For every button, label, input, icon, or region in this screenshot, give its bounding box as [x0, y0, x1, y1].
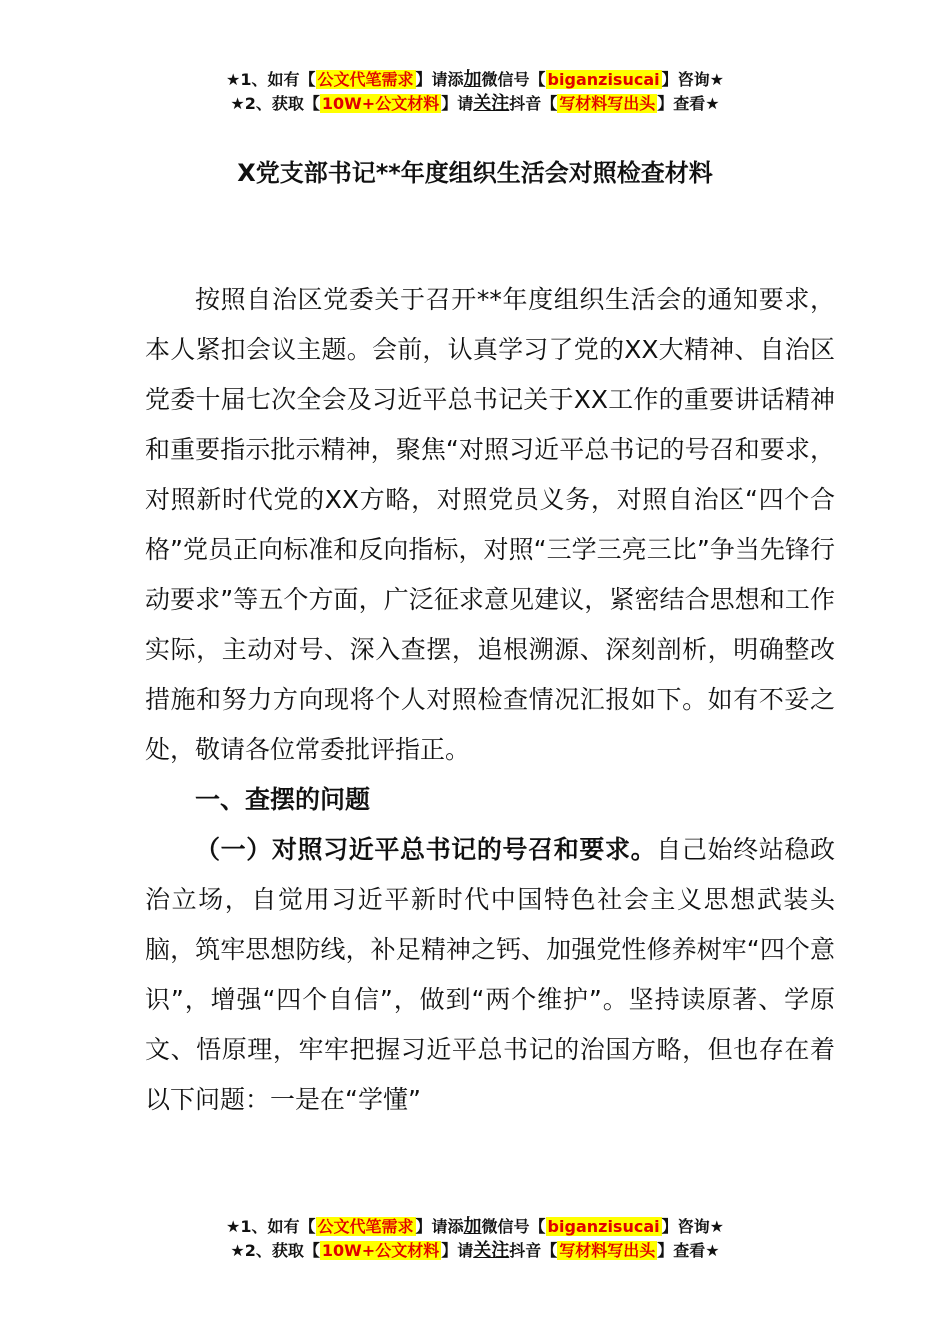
banner-line-2: [0, 92, 950, 116]
banner-text: 】请添: [415, 70, 464, 89]
banner-text: ★2、获取【: [230, 94, 320, 113]
banner-underline: 关注: [473, 1240, 510, 1261]
wechat-id-highlight: biganzisucai: [547, 1217, 660, 1236]
banner-text: 】咨询★: [661, 70, 724, 89]
banner-text: ★1、如有【: [226, 70, 316, 89]
douyin-highlight: 写材料写出头: [559, 1241, 656, 1260]
document-body: [145, 275, 835, 1125]
banner-underline: 加: [463, 1216, 482, 1237]
banner-text: ★1、如有【: [226, 1217, 316, 1236]
banner-text: 】查看★: [657, 94, 720, 113]
banner-text: 抖音【: [509, 1241, 558, 1260]
banner-text: 】请: [441, 1241, 474, 1260]
subsection-heading: （一）对照习近平总书记的号召和要求。: [195, 835, 657, 864]
banner-highlight: 公文代笔需求: [317, 70, 414, 89]
banner-line-2: [0, 1239, 950, 1263]
banner-line-1: [0, 1215, 950, 1239]
header-banner: [0, 68, 950, 116]
subsection-paragraph: [145, 825, 835, 1125]
banner-line-1: [0, 68, 950, 92]
banner-highlight: 公文代笔需求: [317, 1217, 414, 1236]
banner-highlight: 10W+公文材料: [321, 94, 440, 113]
intro-paragraph: 按照自治区党委关于召开**年度组织生活会的通知要求，本人紧扣会议主题。会前，认真学习了党的XX大精神、自治区党委十届七次全会及习近平总书记关于XX工作的重要讲话精神和重要指示批示精神，聚焦“对照习近平总书记的号召和要求，对照新时代党的XX方略，对照党员义务，对照自治区“四个合格”党员正向标准和反向指标，对照“三学三亮三比”争当先锋行动要求”等五个方面，广泛征求意见建议，紧密结合思想和工作实际，主动对号、深入查摆，追根溯源、深刻剖析，明确整改措施和努力方向现将个人对照检查情况汇报如下。如有不妥之处，敬请各位常委批评指正。: [145, 285, 835, 764]
banner-highlight: 10W+公文材料: [321, 1241, 440, 1260]
banner-text: 抖音【: [509, 94, 558, 113]
banner-underline: 关注: [473, 93, 510, 114]
banner-text: 微信号【: [481, 1217, 546, 1236]
banner-text: 】咨询★: [661, 1217, 724, 1236]
banner-text: 】查看★: [657, 1241, 720, 1260]
banner-text: 】请: [441, 94, 474, 113]
banner-text: ★2、获取【: [230, 1241, 320, 1260]
banner-text: 微信号【: [481, 70, 546, 89]
footer-banner: [0, 1215, 950, 1263]
subsection-text: 自己始终站稳政治立场，自觉用习近平新时代中国特色社会主义思想武装头脑，筑牢思想防线，补足精神之钙、加强党性修养树牢“四个意识”，增强“四个自信”，做到“两个维护”。坚持读原著、学原文、悟原理，牢牢把握习近平总书记的治国方略，但也存在着以下问题：一是在“学懂”: [145, 835, 835, 1114]
document-title: X党支部书记**年度组织生活会对照检查材料: [237, 159, 713, 187]
banner-underline: 加: [463, 69, 482, 90]
section-heading: 一、查摆的问题: [195, 785, 371, 814]
wechat-id-highlight: biganzisucai: [547, 70, 660, 89]
douyin-highlight: 写材料写出头: [559, 94, 656, 113]
banner-text: 】请添: [415, 1217, 464, 1236]
